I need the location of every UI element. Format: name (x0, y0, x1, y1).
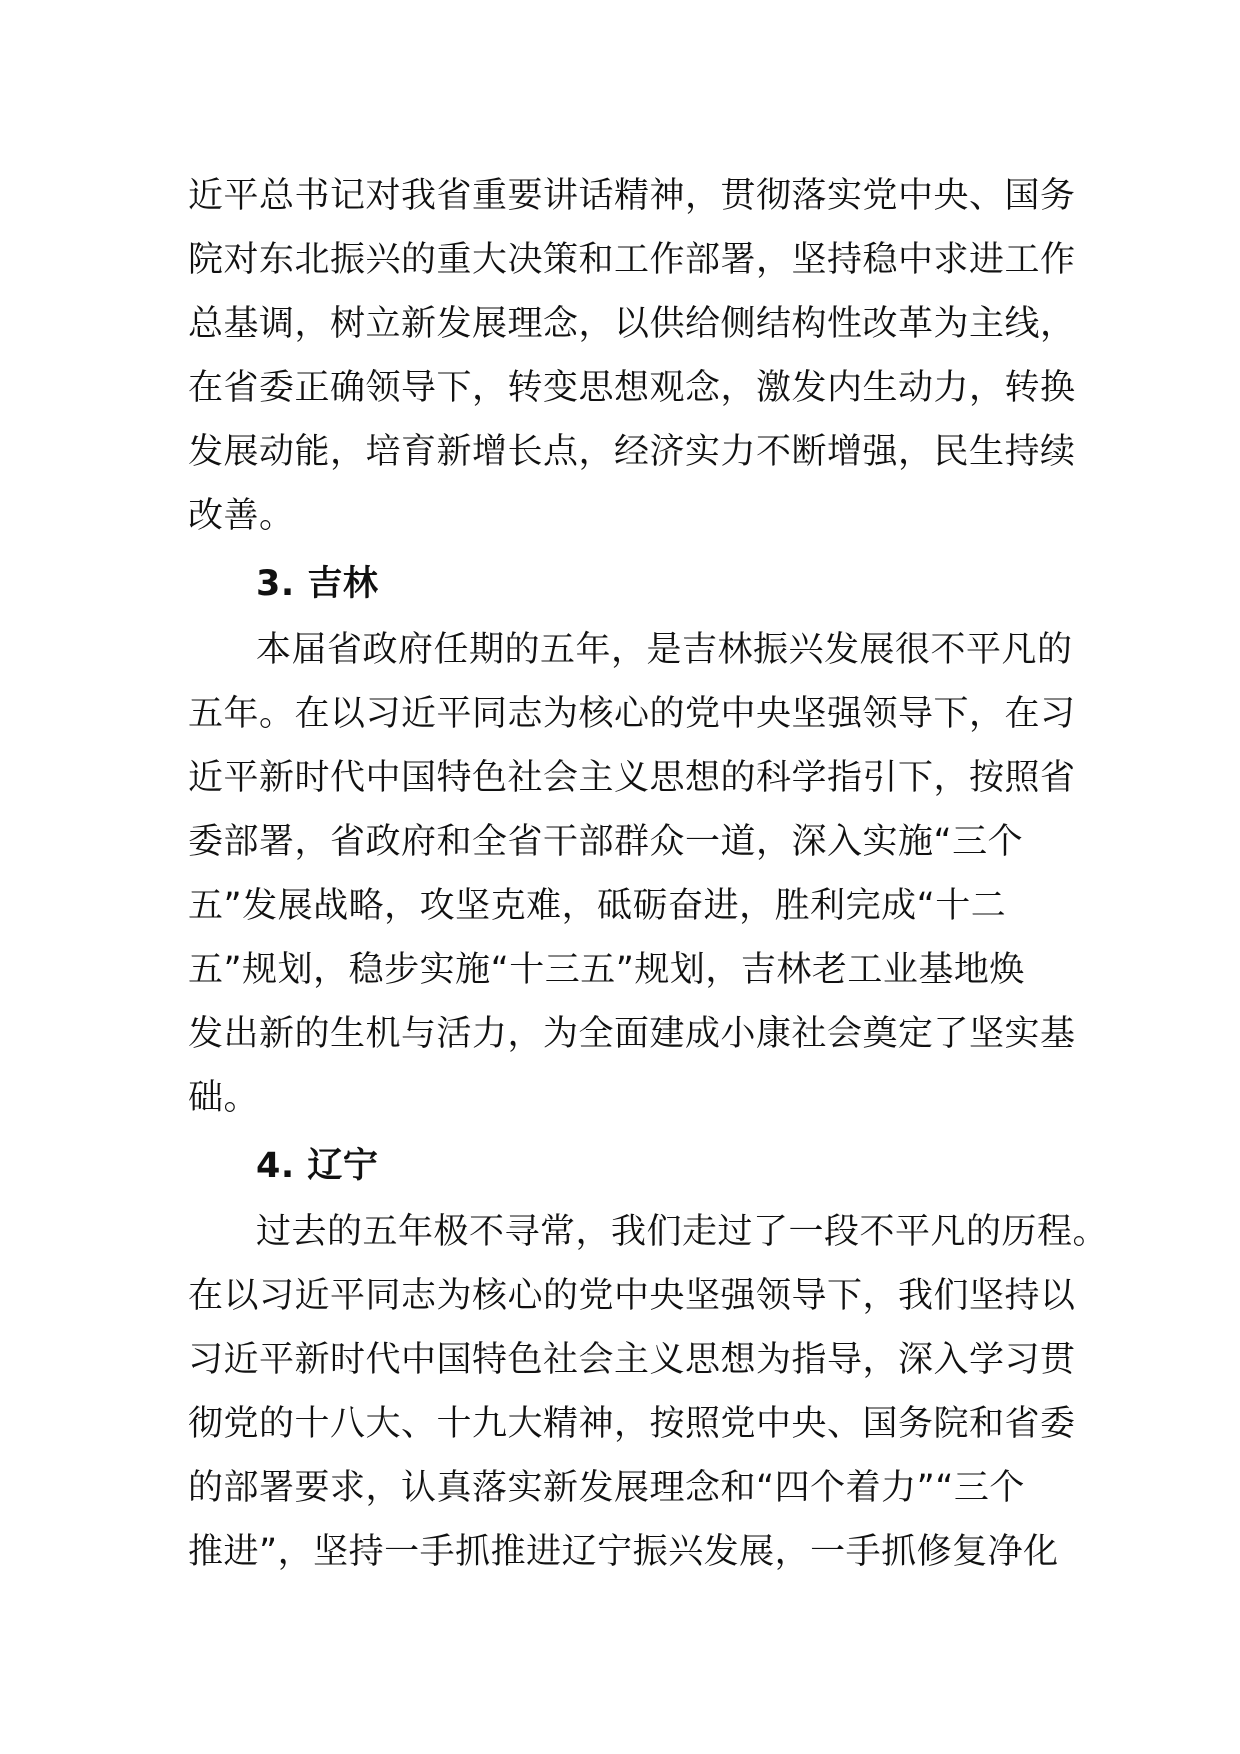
body-text-line: 本届省政府任期的五年，是吉林振兴发展很不平凡的 (256, 630, 1073, 670)
body-text-line: 总基调，树立新发展理念，以供给侧结构性改革为主线， (188, 304, 1076, 344)
section-heading-liaoning: 4. 辽宁 (256, 1146, 379, 1186)
body-text-line: 习近平新时代中国特色社会主义思想为指导，深入学习贯 (188, 1340, 1076, 1380)
body-text-line: 委部署，省政府和全省干部群众一道，深入实施“三个 (188, 822, 1024, 862)
body-text-line: 五”发展战略，攻坚克难，砥砺奋进，胜利完成“十二 (188, 886, 1007, 926)
body-text-line: 在省委正确领导下，转变思想观念，激发内生动力，转换 (188, 368, 1076, 408)
body-text-line: 过去的五年极不寻常，我们走过了一段不平凡的历程。 (256, 1212, 1109, 1252)
body-text-line: 在以习近平同志为核心的党中央坚强领导下，我们坚持以 (188, 1276, 1076, 1316)
body-text-line: 的部署要求，认真落实新发展理念和“四个着力”“三个 (188, 1468, 1025, 1508)
body-text-line: 彻党的十八大、十九大精神，按照党中央、国务院和省委 (188, 1404, 1076, 1444)
body-text-line: 院对东北振兴的重大决策和工作部署，坚持稳中求进工作 (188, 240, 1076, 280)
body-text-line: 推进”，坚持一手抓推进辽宁振兴发展，一手抓修复净化 (188, 1532, 1059, 1572)
body-text-line: 发出新的生机与活力，为全面建成小康社会奠定了坚实基 (188, 1014, 1076, 1054)
body-text-line: 近平新时代中国特色社会主义思想的科学指引下，按照省 (188, 758, 1076, 798)
body-text-line: 近平总书记对我省重要讲话精神，贯彻落实党中央、国务 (188, 176, 1076, 216)
body-text-line: 发展动能，培育新增长点，经济实力不断增强，民生持续 (188, 432, 1076, 472)
body-text-line: 五”规划，稳步实施“十三五”规划，吉林老工业基地焕 (188, 950, 1025, 990)
section-heading-jilin: 3. 吉林 (256, 564, 379, 604)
body-text-line: 础。 (188, 1078, 260, 1118)
body-text-line: 五年。在以习近平同志为核心的党中央坚强领导下，在习 (188, 694, 1076, 734)
body-text-line: 改善。 (188, 496, 295, 536)
